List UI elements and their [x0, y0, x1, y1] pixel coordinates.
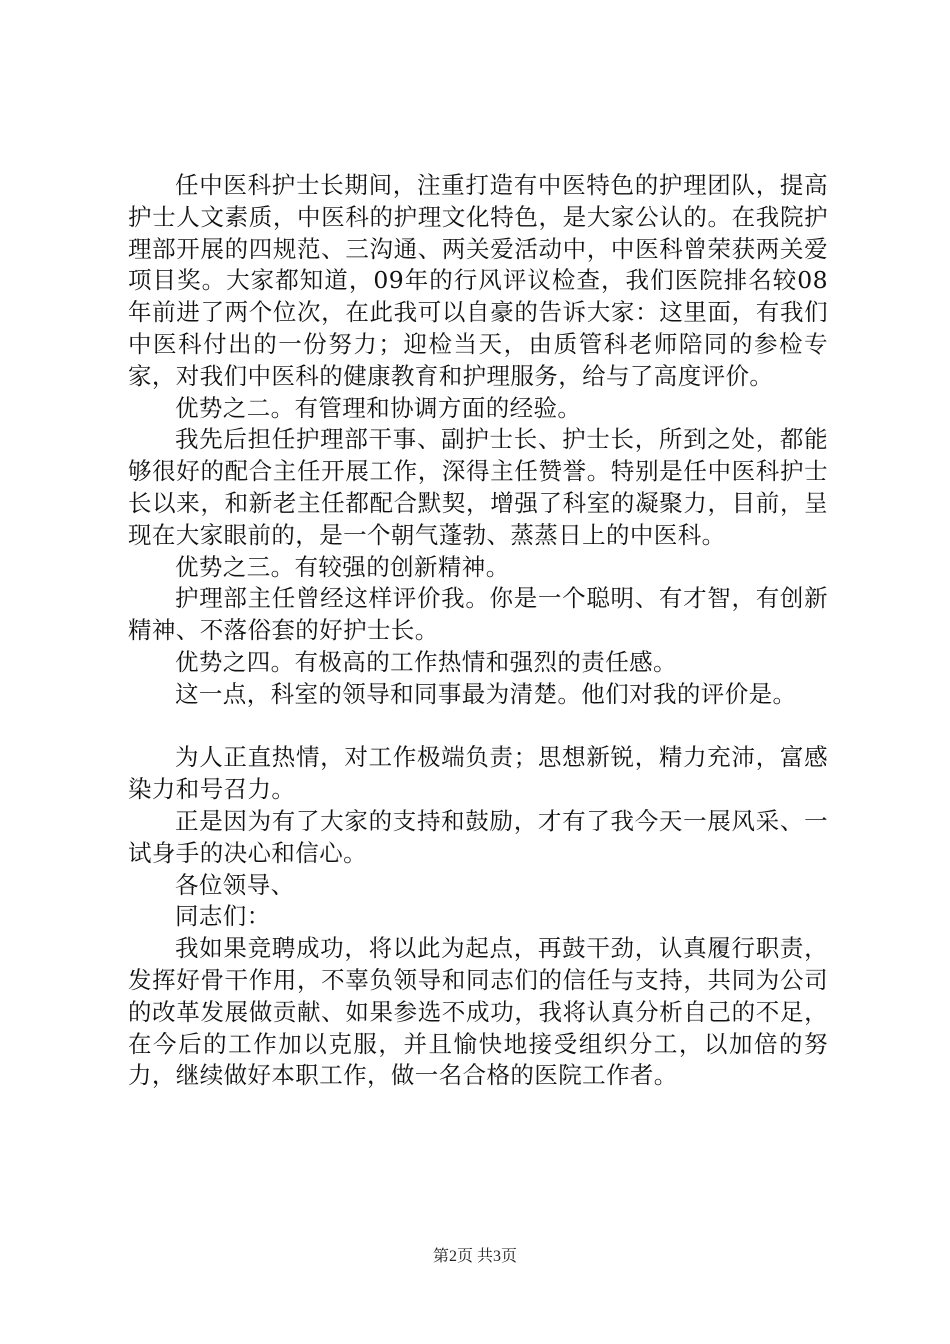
paragraph: 优势之三。有较强的创新精神。: [175, 552, 510, 581]
paragraph: 我先后担任护理部干事、副护士长、护士长，所到之处，都能够很好的配合主任开展工作，深得主任赞誉。特别是任中医科护士长以来，和新老主任都配合默契，增强了科室的凝聚力，目前，呈现在大家眼前的，是一个朝气蓬勃、蒸蒸日上的中医科。: [128, 425, 828, 549]
paragraph: 这一点，科室的领导和同事最为清楚。他们对我的评价是。: [175, 679, 797, 708]
paragraph: 优势之四。有极高的工作热情和强烈的责任感。: [175, 647, 677, 676]
paragraph: 优势之二。有管理和协调方面的经验。: [175, 393, 582, 422]
salutation-line: 各位领导、: [175, 870, 295, 899]
paragraph: 正是因为有了大家的支持和鼓励，才有了我今天一展风采、一试身手的决心和信心。: [128, 806, 828, 867]
paragraph: 任中医科护士长期间，注重打造有中医特色的护理团队，提高护士人文素质，中医科的护理文化特色，是大家公认的。在我院护理部开展的四规范、三沟通、两关爱活动中，中医科曾荣获两关爱项目奖。大家都知道，09年的行风评议检查，我们医院排名较08年前进了两个位次，在此我可以自豪的告诉大家：这里面，有我们中医科付出的一份努力；迎检当天，由质管科老师陪同的参检专家，对我们中医科的健康教育和护理服务，给与了高度评价。: [128, 171, 828, 390]
paragraph: 我如果竞聘成功，将以此为起点，再鼓干劲，认真履行职责，发挥好骨干作用，不辜负领导和同志们的信任与支持，共同为公司的改革发展做贡献、如果参选不成功，我将认真分析自己的不足，在今后的工作加以克服，并且愉快地接受组织分工，以加倍的努力，继续做好本职工作，做一名合格的医院工作者。: [128, 934, 828, 1090]
paragraph: 护理部主任曾经这样评价我。你是一个聪明、有才智，有创新精神、不落俗套的好护士长。: [128, 584, 828, 645]
document-body: [128, 170, 828, 1092]
paragraph: 为人正直热情，对工作极端负责；思想新锐，精力充沛，富感染力和号召力。: [128, 743, 828, 804]
page-footer: 第2页 共3页: [432, 1248, 517, 1265]
salutation-line: 同志们：: [175, 902, 271, 931]
